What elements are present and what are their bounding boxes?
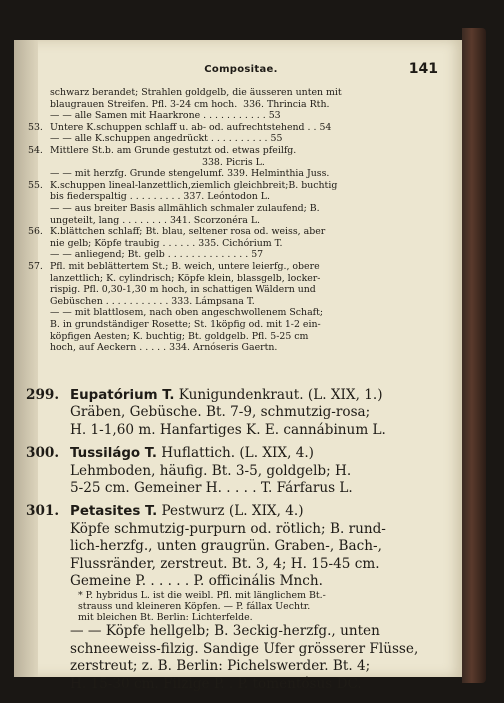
species-number: 300.	[26, 445, 60, 462]
species-text: Flussränder, zerstreut. Bt. 3, 4; H. 15-45 cm.	[70, 555, 380, 572]
book-page	[14, 40, 462, 692]
footnote-line	[26, 601, 456, 612]
key-text: rispig. Pfl. 0,30-1,30 m hoch, in schattigen Wäldern und	[50, 284, 316, 296]
footnote-line	[26, 590, 456, 601]
key-text: — — mit herzfg. Grunde stengelumf. 339. Helminthia Juss.	[50, 168, 330, 180]
key-text: Mittlere St.b. am Grunde gestutzt od. etwas pfeilfg.	[50, 145, 297, 156]
key-text: K.schuppen lineal-lanzettlich,ziemlich gleichbreit;B. buchtig	[50, 179, 338, 191]
footnote-line	[26, 612, 456, 623]
key-line	[50, 331, 460, 342]
key-line	[28, 179, 460, 191]
species-line	[26, 521, 456, 537]
key-text: — — anliegend; Bt. gelb . . . . . . . . . . . . . . 57	[50, 249, 264, 261]
species-line	[26, 463, 456, 479]
species-text: lich-herzfg., unten graugrün. Graben-, Bach-,	[70, 538, 382, 555]
species-text: Pestwurz (L. XIX, 4.)	[157, 503, 304, 520]
key-line	[50, 296, 460, 307]
key-text: 338. Picris L.	[50, 156, 265, 168]
book-cover-edge	[462, 28, 486, 683]
key-text: ungeteilt, lang . . . . . . . . 341. Scorzonéra L.	[50, 214, 261, 226]
species-text: 5-25 cm. Gemeiner H. . . . . T. Fárfarus L.	[70, 480, 353, 496]
species-text: * P. hybridus L. ist die weibl. Pfl. mit länglichem Bt.-	[78, 590, 326, 602]
species-line	[26, 676, 456, 692]
genus-name: Petasites T.	[70, 504, 158, 520]
key-line	[50, 249, 460, 260]
key-text: nie gelb; Köpfe traubig . . . . . . 335. Cichórium T.	[50, 237, 283, 249]
species-line	[26, 480, 456, 496]
species-text: zerstreut; z. B. Berlin: Pichelswerder. Bt. 4;	[70, 658, 371, 675]
species-text: Köpfe schmutzig-purpurn od. rötlich; B. rund-	[70, 520, 386, 537]
key-text: — — aus breiter Basis allmählich schmaler zulaufend; B.	[50, 203, 320, 214]
species-text: Lehmboden, häufig. Bt. 3-5, goldgelb; H.	[70, 462, 352, 479]
key-text: lanzettlich; K. cylindrisch; Köpfe klein, blassgelb, locker-	[50, 272, 321, 284]
running-title: Compositae.	[204, 64, 278, 75]
genus-name: Tussilágo T.	[70, 446, 157, 462]
key-text: B. in grundständiger Rosette; St. 1köpfig od. mit 1-2 ein-	[50, 319, 321, 330]
key-text: — — mit blattlosem, nach oben angeschwollenem Schaft;	[50, 307, 324, 319]
key-line	[50, 319, 460, 330]
key-line	[50, 238, 460, 249]
key-line	[28, 226, 460, 238]
key-line	[50, 99, 460, 110]
species-line	[26, 404, 456, 420]
species-text: H. 15-30 cm. Filzige P. . P. tomentósus DC.	[70, 675, 362, 692]
key-number: 53.	[28, 121, 43, 133]
species-number: 299.	[26, 387, 60, 403]
key-line	[50, 87, 460, 98]
key-text: — — alle K.schuppen angedrückt . . . . . . . . . . 55	[50, 133, 283, 145]
key-line	[50, 110, 460, 121]
running-header	[38, 61, 444, 86]
species-text: strauss und kleineren Köpfen. — P. fállax Uechtr.	[78, 601, 311, 613]
key-line	[28, 121, 460, 133]
key-line	[28, 145, 460, 156]
species-text: Kunigundenkraut. (L. XIX, 1.)	[174, 387, 383, 403]
species-text: Gräben, Gebüsche. Bt. 7-9, schmutzig-rosa;	[70, 404, 371, 421]
key-text: K.blättchen schlaff; Bt. blau, seltener rosa od. weiss, aber	[50, 226, 326, 238]
key-text: Untere K.schuppen schlaff u. ab- od. aufrechtstehend . . 54	[50, 121, 332, 133]
key-line	[50, 191, 460, 202]
key-line	[50, 342, 460, 353]
key-text: Gebüschen . . . . . . . . . . . 333. Lámpsana T.	[50, 295, 255, 307]
species-line	[26, 658, 456, 674]
species-line	[26, 538, 456, 554]
species-number: 301.	[26, 503, 60, 520]
species-text: Huflattich. (L. XIX, 4.)	[156, 445, 314, 462]
key-line	[50, 273, 460, 284]
species-line	[26, 445, 456, 462]
species-text: Gemeine P. . . . . . P. officinális Mnch.	[70, 573, 323, 589]
species-line	[26, 503, 456, 520]
key-line	[50, 203, 460, 214]
key-line	[50, 133, 460, 144]
key-line	[50, 215, 460, 226]
key-text: bis fiederspaltig . . . . . . . . . 337. Leóntodon L.	[50, 191, 271, 203]
species-text: schneeweiss-filzig. Sandige Ufer grösserer Flüsse,	[70, 640, 419, 657]
species-text: — — Köpfe hellgelb; B. 3eckig-herzfg., unten	[70, 623, 380, 640]
page-number: 141	[408, 61, 438, 77]
key-text: köpfigen Aesten; K. buchtig; Bt. goldgelb. Pfl. 5-25 cm	[50, 330, 309, 342]
key-number: 55.	[28, 179, 43, 191]
key-text: Pfl. mit beblättertem St.; B. weich, untere leierfg., obere	[50, 261, 320, 272]
key-number: 57.	[28, 261, 43, 272]
genus-name: Eupatórium T.	[70, 388, 175, 403]
key-line	[50, 284, 460, 295]
key-number: 56.	[28, 226, 43, 238]
key-text: schwarz berandet; Strahlen goldgelb, die äusseren unten mit	[50, 87, 342, 98]
key-line	[50, 307, 460, 318]
species-line	[26, 387, 456, 404]
species-line	[26, 422, 456, 438]
species-line	[26, 556, 456, 572]
species-line	[26, 623, 456, 639]
key-text: — — alle Samen mit Haarkrone . . . . . . . . . . . 53	[50, 110, 281, 122]
key-text: blaugrauen Streifen. Pfl. 3-24 cm hoch. 336. Thrincia Rth.	[50, 98, 330, 110]
key-line	[28, 261, 460, 272]
key-text: hoch, auf Aeckern . . . . . 334. Arnóseris Gaertn.	[50, 342, 278, 354]
key-line	[50, 157, 460, 168]
key-line	[50, 168, 460, 179]
key-number: 54.	[28, 145, 43, 156]
species-line	[26, 573, 456, 589]
species-text: mit bleichen Bt. Berlin: Lichterfelde.	[78, 612, 253, 624]
species-line	[26, 641, 456, 657]
species-text: H. 1-1,60 m. Hanfartiges K. E. cannábinum L.	[70, 421, 386, 438]
